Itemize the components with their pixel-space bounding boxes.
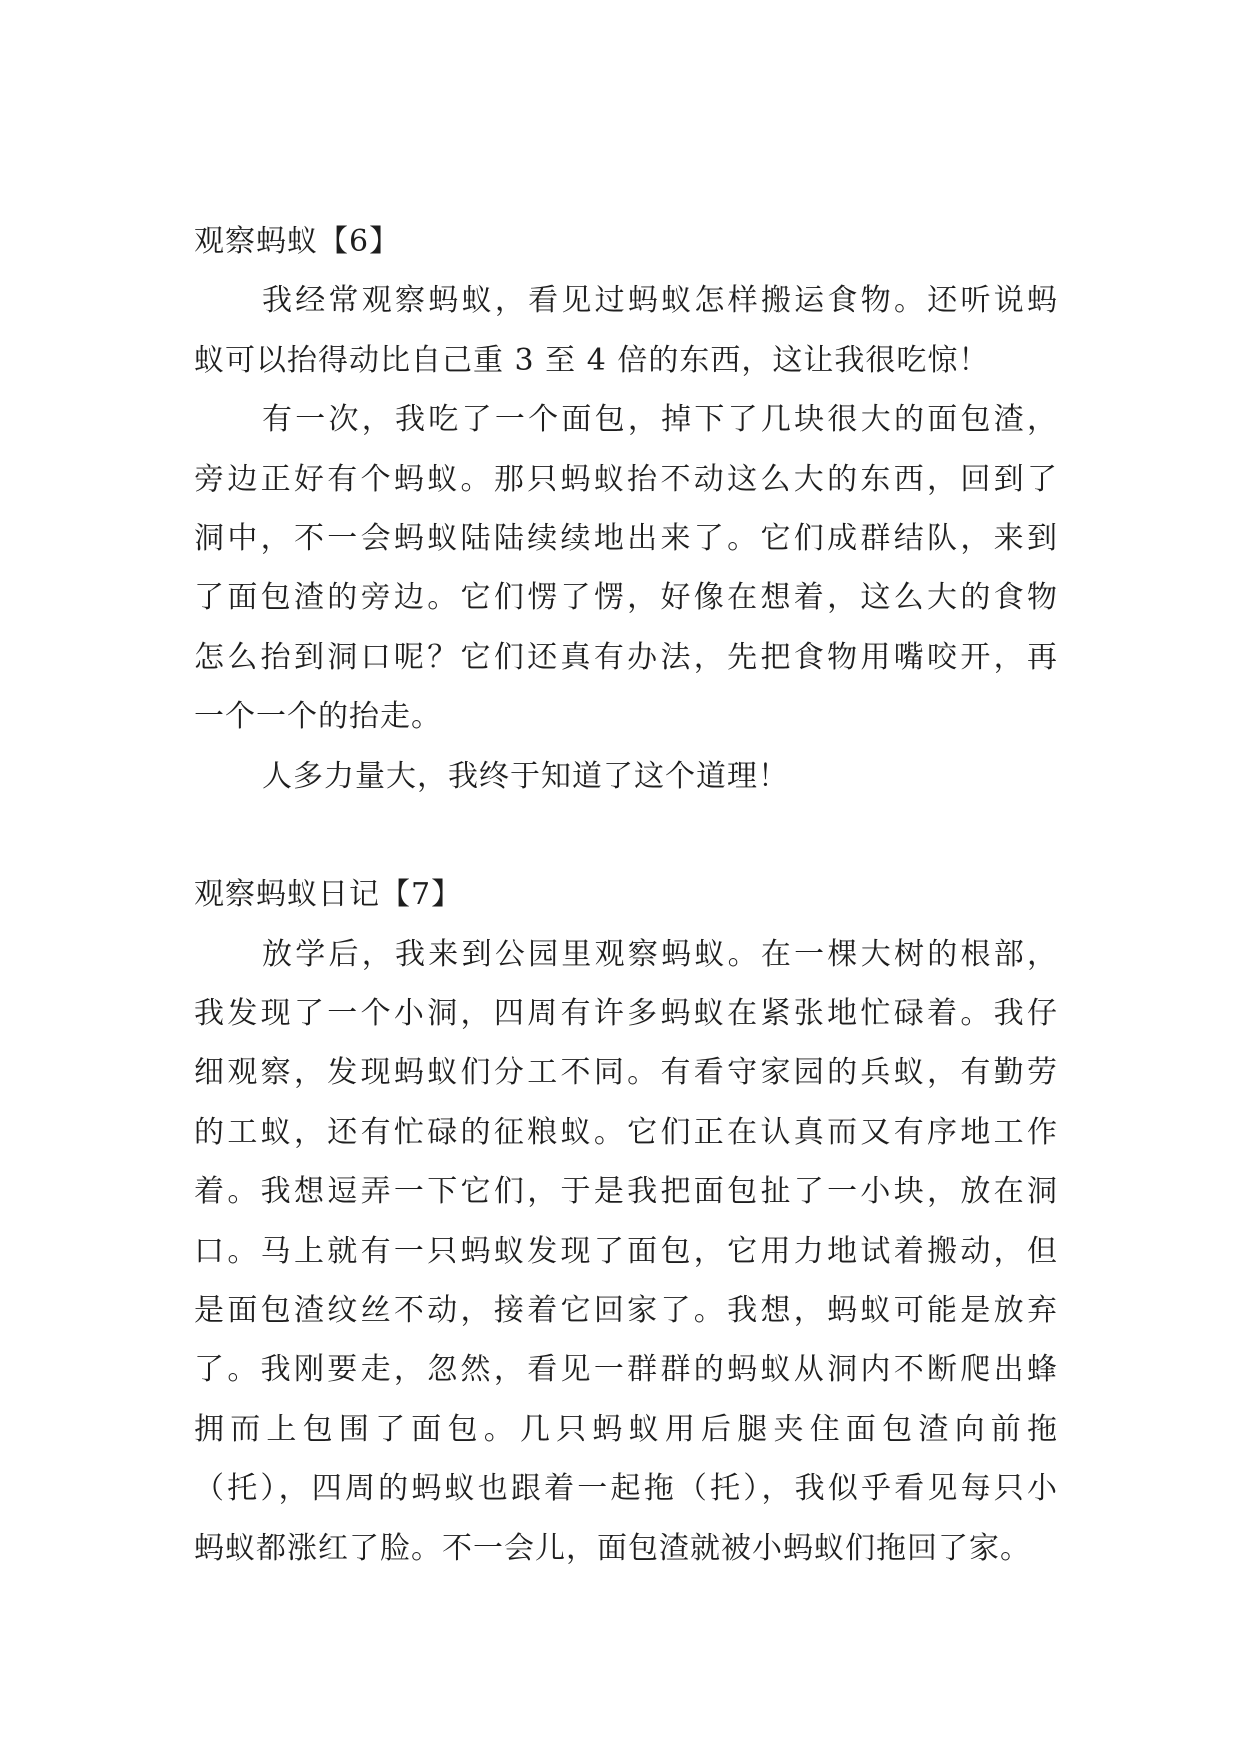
text-line: 细观察，发现蚂蚁们分工不同。有看守家园的兵蚁，有勤劳 [194, 1055, 1058, 1091]
text-line: 我经常观察蚂蚁，看见过蚂蚁怎样搬运食物。还听说蚂 [262, 283, 1058, 319]
text-line: 放学后，我来到公园里观察蚂蚁。在一棵大树的根部， [262, 936, 1058, 972]
paragraph [194, 271, 1058, 390]
text-line: 着。我想逗弄一下它们，于是我把面包扯了一小块，放在洞 [194, 1174, 1058, 1210]
text-line: 是面包渣纹丝不动，接着它回家了。我想，蚂蚁可能是放弃 [194, 1293, 1058, 1329]
paragraph [194, 747, 1058, 806]
text-line: 怎么抬到洞口呢？它们还真有办法，先把食物用嘴咬开，再 [194, 639, 1058, 675]
text-line: 蚁可以抬得动比自己重 3 至 4 倍的东西，这让我很吃惊！ [194, 342, 990, 378]
text-line: 人多力量大，我终于知道了这个道理！ [262, 758, 789, 794]
text-line: 我发现了一个小洞，四周有许多蚂蚁在紧张地忙碌着。我仔 [194, 996, 1058, 1032]
text-line: （托），四周的蚂蚁也跟着一起拖（托），我似乎看见每只小 [194, 1471, 1058, 1507]
text-line: 有一次，我吃了一个面包，掉下了几块很大的面包渣， [262, 402, 1058, 438]
paragraph [194, 925, 1058, 1578]
section-7 [194, 865, 1058, 1578]
text-line: 了面包渣的旁边。它们愣了愣，好像在想着，这么大的食物 [194, 580, 1058, 616]
text-line: 洞中，不一会蚂蚁陆陆续续地出来了。它们成群结队，来到 [194, 520, 1058, 556]
text-line: 的工蚁，还有忙碌的征粮蚁。它们正在认真而又有序地工作 [194, 1114, 1058, 1150]
text-line: 一个一个的抬走。 [194, 699, 442, 735]
text-line: 蚂蚁都涨红了脸。不一会儿，面包渣就被小蚂蚁们拖回了家。 [194, 1530, 1031, 1566]
document-body [194, 212, 1058, 1578]
text-line: 了。我刚要走，忽然，看见一群群的蚂蚁从洞内不断爬出蜂 [194, 1352, 1058, 1388]
text-line: 旁边正好有个蚂蚁。那只蚂蚁抬不动这么大的东西，回到了 [194, 461, 1058, 497]
section-6 [194, 212, 1058, 806]
text-line: 口。马上就有一只蚂蚁发现了面包，它用力地试着搬动，但 [194, 1233, 1058, 1269]
section-title: 观察蚂蚁【6】 [194, 224, 401, 259]
paragraph [194, 390, 1058, 746]
section-title: 观察蚂蚁日记【7】 [194, 877, 463, 913]
text-line: 拥而上包围了面包。几只蚂蚁用后腿夹住面包渣向前拖 [194, 1411, 1058, 1447]
section-gap [194, 806, 1058, 865]
